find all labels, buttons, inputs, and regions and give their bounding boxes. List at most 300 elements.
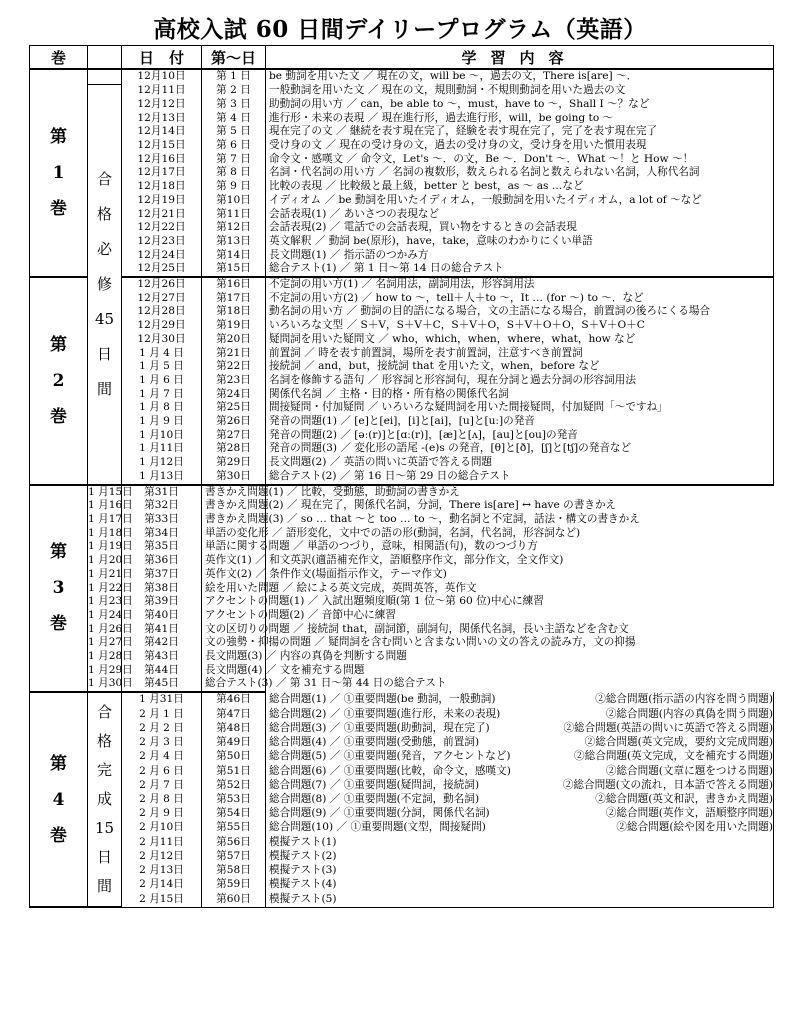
row-content: 発音の問題(2) ／ [əː(r)]と[ɑː(r)]，[æ]と[ʌ]，[au]と[ou]の発音	[266, 429, 774, 443]
row-date: 1 月24日	[88, 608, 133, 621]
table-row	[30, 499, 774, 513]
row-content: 模擬テスト(5)	[266, 892, 774, 907]
row-date: 12月17日	[122, 166, 202, 180]
header-date: 日 付	[122, 46, 202, 70]
row-day: 第35日	[122, 540, 202, 554]
row-content: 命令文・感嘆文 ／ 命令文，Let's 〜．の文，Be 〜．Don't 〜．What 〜！と How 〜！	[266, 153, 774, 167]
table-row	[30, 208, 774, 222]
table-row	[30, 692, 774, 707]
row-content: アクセントの問題(2) ／ 音節中心に練習	[202, 609, 266, 623]
row-content	[266, 764, 774, 778]
row-content: 模擬テスト(3)	[266, 864, 774, 878]
course-char: 日	[96, 344, 112, 363]
row-content: 不定詞の用い方(2) ／ how to 〜，tell＋人＋to 〜，It … (for 〜) to 〜．など	[266, 292, 774, 306]
row-content-main: 総合問題(4) ／ ①重要問題(受動態，前置詞)	[269, 736, 480, 749]
row-content-blank	[511, 765, 606, 779]
table-row	[30, 221, 774, 235]
row-content: 長文問題(2) ／ 英語の問いに英語で答える問題	[266, 456, 774, 470]
row-date: 12月13日	[122, 112, 202, 126]
row-day: 第55日	[202, 821, 266, 835]
row-content-sub: ②総合問題(英文完成，要約文完成問題)	[584, 736, 773, 749]
row-day: 第 6 日	[202, 139, 266, 153]
row-date: 1 月 9 日	[122, 415, 202, 429]
row-date: 12月28日	[122, 305, 202, 319]
row-day: 第 8 日	[202, 166, 266, 180]
volume-label-number: 3	[52, 578, 65, 599]
row-content: 書きかえ問題(2) ／ 現在完了，関係代名詞，分詞，There is[are] ↔ have の書きかえ	[202, 499, 266, 513]
course-char: 日	[96, 848, 112, 867]
row-day: 第39日	[122, 595, 202, 609]
table-row	[30, 333, 774, 347]
row-content	[266, 793, 774, 807]
row-day: 第17日	[202, 292, 266, 306]
row-content-blank	[479, 779, 563, 793]
row-date: 12月16日	[122, 153, 202, 167]
row-content: 模擬テスト(4)	[266, 878, 774, 892]
row-content-blank	[500, 708, 606, 722]
volume-label-top: 第	[50, 753, 67, 774]
row-date: 12月23日	[122, 235, 202, 249]
row-day: 第18日	[202, 305, 266, 319]
row-date: 2 月 6 日	[122, 764, 202, 778]
row-content: 発音の問題(1) ／ [e]と[ei]，[i]と[ai]，[u]と[uː]の発音	[266, 415, 774, 429]
volume-label-bottom: 巻	[50, 614, 67, 635]
row-date: 2 月12日	[122, 850, 202, 864]
course-char: 成	[96, 790, 112, 809]
row-content: 名詞・代名詞の用い方 ／ 名詞の複数形，数えられる名詞と数えられない名詞，人称代名詞	[266, 166, 774, 180]
row-content-blank	[490, 722, 564, 736]
volume-label-top: 第	[50, 127, 67, 148]
row-content: 文の区切りの問題 ／ 接続詞 that，副詞節，副詞句，関係代名詞，長い主語などを含む文	[202, 623, 266, 637]
row-day: 第23日	[202, 374, 266, 388]
row-content: 総合テスト(3) ／ 第 31 日〜第 44 日の総合テスト	[202, 677, 266, 692]
table-row	[30, 736, 774, 750]
row-content: 長文問題(3) ／ 内容の真偽を判断する問題	[202, 650, 266, 664]
course-blank	[88, 69, 122, 84]
row-content: 総合テスト(2) ／ 第 16 日〜第 29 日の総合テスト	[266, 470, 774, 485]
course-label-1	[88, 84, 122, 484]
row-date: 12月22日	[122, 221, 202, 235]
row-date: 12月18日	[122, 180, 202, 194]
row-content-main: 総合問題(3) ／ ①重要問題(助動詞，現在完了)	[269, 721, 490, 734]
row-date: 1 月13日	[122, 470, 202, 485]
table-row	[30, 125, 774, 139]
table-row	[30, 98, 774, 112]
table-row	[30, 664, 774, 678]
table-row	[30, 415, 774, 429]
row-day: 第48日	[202, 722, 266, 736]
row-content: 単語に関する問題 ／ 単語のつづり，意味，相関語(句)，数のつづり方	[202, 540, 266, 554]
row-date: 12月30日	[122, 333, 202, 347]
row-date: 1 月17日	[88, 512, 133, 525]
row-date: 1 月21日	[88, 567, 133, 580]
row-date: 1 月 4 日	[122, 347, 202, 361]
row-content	[266, 707, 774, 721]
row-date: 2 月 8 日	[122, 793, 202, 807]
header-volume: 巻	[30, 46, 88, 70]
volume-label-number: 4	[52, 789, 65, 810]
row-date: 2 月 3 日	[122, 736, 202, 750]
row-content: 模擬テスト(2)	[266, 850, 774, 864]
table-row	[30, 262, 774, 277]
table-row	[30, 677, 774, 692]
table-row	[30, 139, 774, 153]
row-day: 第13日	[202, 235, 266, 249]
row-day: 第52日	[202, 778, 266, 792]
row-content: いろいろな文型 ／ S＋V，S＋V＋C，S＋V＋O，S＋V＋O＋O，S＋V＋O＋C	[266, 319, 774, 333]
row-day: 第24日	[202, 388, 266, 402]
row-day: 第44日	[122, 664, 202, 678]
row-day: 第43日	[122, 650, 202, 664]
row-content: 長文問題(1) ／ 指示語のつかみ方	[266, 249, 774, 263]
table-row	[30, 69, 774, 84]
row-content-sub: ②総合問題(英作文，語順整序問題)	[605, 807, 773, 820]
row-day: 第56日	[202, 835, 266, 849]
row-day: 第49日	[202, 736, 266, 750]
course-label-2	[88, 692, 122, 907]
row-day: 第53日	[202, 793, 266, 807]
table-row	[30, 892, 774, 907]
row-date: 2 月 9 日	[122, 807, 202, 821]
row-content-main: 総合問題(5) ／ ①重要問題(発音，アクセントなど)	[269, 750, 511, 763]
course-char: 間	[96, 379, 112, 398]
row-day: 第10日	[202, 194, 266, 208]
row-date: 1 月20日	[88, 554, 133, 567]
row-date: 1 月31日	[122, 692, 202, 707]
table-row	[30, 807, 774, 821]
row-day: 第58日	[202, 864, 266, 878]
row-date: 1 月22日	[88, 581, 133, 594]
row-content	[266, 821, 774, 835]
row-day: 第15日	[202, 262, 266, 277]
header-content: 学習内容	[266, 46, 774, 70]
table-row	[30, 835, 774, 849]
table-row	[30, 374, 774, 388]
row-content-blank	[479, 736, 585, 750]
row-content: 間接疑問・付加疑問 ／ いろいろな疑問詞を用いた間接疑問，付加疑問「〜ですね」	[266, 401, 774, 415]
row-day: 第29日	[202, 456, 266, 470]
row-date: 2 月11日	[122, 835, 202, 849]
row-day: 第 4 日	[202, 112, 266, 126]
page-title: 高校入試 60 日間デイリープログラム（英語）	[153, 16, 647, 43]
volume-label-3	[30, 485, 88, 693]
volume-label-number: 1	[52, 163, 65, 184]
row-content-main: 総合問題(6) ／ ①重要問題(比較，命令文，感嘆文)	[269, 764, 511, 777]
table-row	[30, 568, 774, 582]
table-row	[30, 764, 774, 778]
row-date: 1 月 7 日	[122, 388, 202, 402]
row-content: 進行形・未来の表現 ／ 現在進行形，過去進行形，will，be going to 〜	[266, 112, 774, 126]
table-row	[30, 623, 774, 637]
row-content: 一般動詞を用いた文 ／ 現在の文，規則動詞・不規則動詞を用いた過去の文	[266, 84, 774, 98]
row-date: 1 月12日	[122, 456, 202, 470]
row-day: 第36日	[122, 554, 202, 568]
row-day: 第32日	[122, 499, 202, 513]
row-content	[266, 807, 774, 821]
row-day: 第21日	[202, 347, 266, 361]
row-content: 比較の表現 ／ 比較級と最上級，better と best，as 〜 as …など	[266, 180, 774, 194]
table-row	[30, 878, 774, 892]
row-date: 1 月 6 日	[122, 374, 202, 388]
row-date: 12月26日	[122, 277, 202, 292]
row-day: 第40日	[122, 609, 202, 623]
schedule-table	[29, 45, 774, 908]
row-content	[266, 692, 774, 707]
volume-label-2	[30, 277, 88, 485]
row-date: 2 月 7 日	[122, 778, 202, 792]
row-content: 不定詞の用い方(1) ／ 名詞用法，副詞用法，形容詞用法	[266, 277, 774, 292]
row-date: 12月29日	[122, 319, 202, 333]
table-row	[30, 277, 774, 292]
table-row	[30, 456, 774, 470]
row-content-blank	[490, 807, 606, 821]
row-content-main: 総合問題(2) ／ ①重要問題(進行形，未来の表現)	[269, 707, 501, 720]
table-row	[30, 864, 774, 878]
row-date: 1 月30日	[88, 677, 122, 692]
table-row	[30, 442, 774, 456]
volume-label-bottom: 巻	[50, 199, 67, 220]
table-row	[30, 319, 774, 333]
row-date: 1 月16日	[88, 499, 133, 512]
row-date: 1 月29日	[88, 663, 133, 676]
row-date: 2 月15日	[122, 892, 202, 907]
row-date: 12月11日	[122, 84, 202, 98]
table-row	[30, 850, 774, 864]
row-content-blank	[479, 793, 595, 807]
course-char: 間	[96, 877, 112, 896]
row-day: 第45日	[122, 677, 202, 692]
volume-label-number: 2	[52, 370, 65, 391]
row-date: 1 月15日	[88, 485, 133, 498]
row-day: 第20日	[202, 333, 266, 347]
row-content-sub: ②総合問題(指示語の内容を問う問題)	[595, 692, 773, 705]
row-content: 会話表現(1) ／ あいさつの表現など	[266, 208, 774, 222]
row-day: 第16日	[202, 277, 266, 292]
row-day: 第 7 日	[202, 153, 266, 167]
row-content-main: 総合問題(8) ／ ①重要問題(不定詞，動名詞)	[269, 792, 480, 805]
header-row	[30, 46, 774, 70]
row-day: 第42日	[122, 636, 202, 650]
row-date: 2 月13日	[122, 864, 202, 878]
row-day: 第28日	[202, 442, 266, 456]
row-date: 1 月26日	[88, 622, 133, 635]
row-date: 2 月 2 日	[122, 722, 202, 736]
row-date: 2 月 1 日	[122, 707, 202, 721]
row-content-sub: ②総合問題(英語の問いに英語で答える問題)	[563, 721, 773, 734]
table-row	[30, 636, 774, 650]
row-date: 1 月10日	[122, 429, 202, 443]
table-row	[30, 582, 774, 596]
table-row	[30, 527, 774, 541]
row-date: 12月12日	[122, 98, 202, 112]
row-date: 1 月 5 日	[122, 360, 202, 374]
table-row	[30, 540, 774, 554]
row-day: 第11日	[202, 208, 266, 222]
row-date: 2 月10日	[122, 821, 202, 835]
volume-label-4	[30, 692, 88, 907]
row-day: 第37日	[122, 568, 202, 582]
row-day: 第 9 日	[202, 180, 266, 194]
volume-label-1	[30, 69, 88, 277]
row-day: 第14日	[202, 249, 266, 263]
course-char: 合	[96, 169, 112, 188]
row-day: 第 5 日	[202, 125, 266, 139]
row-content: 関係代名詞 ／ 主格・目的格・所有格の関係代名詞	[266, 388, 774, 402]
table-row	[30, 401, 774, 415]
table-row	[30, 793, 774, 807]
row-date: 12月27日	[122, 292, 202, 306]
course-char: 15	[94, 819, 115, 838]
course-char: 必	[96, 239, 112, 258]
course-char: 修	[96, 274, 112, 293]
row-content: アクセントの問題(1) ／ 入試出題頻度順(第 1 位〜第 60 位)中心に練習	[202, 595, 266, 609]
row-day: 第 2 日	[202, 84, 266, 98]
row-content: 受け身の文 ／ 現在の受け身の文，過去の受け身の文，受け身を用いた慣用表現	[266, 139, 774, 153]
row-content-sub: ②総合問題(文の流れ，日本語で答える問題)	[562, 778, 773, 791]
row-content: 助動詞の用い方 ／ can，be able to 〜，must，have to 〜，Shall I 〜？など	[266, 98, 774, 112]
row-day: 第34日	[122, 527, 202, 541]
table-row	[30, 485, 774, 500]
row-content: 発音の問題(3) ／ 変化形の語尾 -(e)s の発音，[θ]と[ð]，[ʃ]と[tʃ]の発音など	[266, 442, 774, 456]
row-content: 模擬テスト(1)	[266, 835, 774, 849]
row-day: 第47日	[202, 707, 266, 721]
row-content: 総合テスト(1) ／ 第 1 日〜第 14 日の総合テスト	[266, 262, 774, 277]
row-day: 第51日	[202, 764, 266, 778]
row-day: 第12日	[202, 221, 266, 235]
row-content-blank	[511, 750, 574, 764]
row-day: 第41日	[122, 623, 202, 637]
row-content-main: 総合問題(7) ／ ①重要問題(疑問詞，接続詞)	[269, 778, 480, 791]
table-row	[30, 650, 774, 664]
row-date: 1 月18日	[88, 526, 133, 539]
table-row	[30, 513, 774, 527]
row-day: 第33日	[122, 513, 202, 527]
row-content: 名詞を修飾する語句 ／ 形容詞と形容詞句，現在分詞と過去分詞の形容詞用法	[266, 374, 774, 388]
table-row	[30, 180, 774, 194]
table-row	[30, 750, 774, 764]
row-day: 第22日	[202, 360, 266, 374]
row-date: 1 月23日	[88, 595, 133, 608]
row-day: 第38日	[122, 582, 202, 596]
table-row	[30, 609, 774, 623]
table-row	[30, 305, 774, 319]
volume-label-bottom: 巻	[50, 825, 67, 846]
table-row	[30, 249, 774, 263]
row-content	[266, 778, 774, 792]
table-row	[30, 235, 774, 249]
table-row	[30, 722, 774, 736]
row-content-sub: ②総合問題(英文和訳，書きかえ問題)	[595, 792, 773, 805]
table-row	[30, 84, 774, 98]
course-char: 格	[96, 732, 112, 751]
row-content: 書きかえ問題(3) ／ so … that 〜と too … to 〜，動名詞と不定詞，話法・構文の書きかえ	[202, 513, 266, 527]
row-content: 英作文(1) ／ 和文英訳(適語補充作文，語順整序作文，部分作文，全文作文)	[202, 554, 266, 568]
table-row	[30, 429, 774, 443]
course-char: 合	[96, 703, 112, 722]
row-day: 第46日	[202, 692, 266, 707]
row-content: be 動詞を用いた文 ／ 現在の文，will be 〜，過去の文，There is[are] 〜．	[266, 69, 774, 84]
row-date: 12月25日	[122, 262, 202, 277]
row-day: 第26日	[202, 415, 266, 429]
row-content: 現在完了の文 ／ 継続を表す現在完了，経験を表す現在完了，完了を表す現在完了	[266, 125, 774, 139]
row-day: 第27日	[202, 429, 266, 443]
row-content: 絵を用いた問題 ／ 絵による英文完成，英問英答，英作文	[202, 582, 266, 596]
table-row	[30, 347, 774, 361]
row-content: 会話表現(2) ／ 電話での会話表現，買い物をするときの会話表現	[266, 221, 774, 235]
table-row	[30, 470, 774, 485]
table-row	[30, 194, 774, 208]
table-row	[30, 554, 774, 568]
row-day: 第57日	[202, 850, 266, 864]
course-char: 45	[94, 309, 115, 328]
row-day: 第30日	[202, 470, 266, 485]
row-content-sub: ②総合問題(内容の真偽を問う問題)	[605, 707, 773, 720]
table-row	[30, 707, 774, 721]
row-content-sub: ②総合問題(英文完成，文を補充する問題)	[574, 750, 773, 763]
course-char: 完	[96, 761, 112, 780]
row-content: 疑問詞を用いた疑問文 ／ who，which，when，where，what，how など	[266, 333, 774, 347]
row-date: 12月14日	[122, 125, 202, 139]
volume-label-top: 第	[50, 542, 67, 563]
table-row	[30, 388, 774, 402]
volume-label-top: 第	[50, 334, 67, 355]
row-day: 第60日	[202, 892, 266, 907]
table-row	[30, 360, 774, 374]
row-content: 書きかえ問題(1) ／ 比較，受動態，助動詞の書きかえ	[202, 485, 266, 500]
row-content	[266, 736, 774, 750]
row-content-sub: ②総合問題(絵や図を用いた問題)	[616, 821, 773, 834]
row-day: 第50日	[202, 750, 266, 764]
row-date: 1 月27日	[88, 636, 133, 649]
table-row	[30, 595, 774, 609]
course-char: 格	[96, 204, 112, 223]
row-content	[266, 722, 774, 736]
row-date: 12月19日	[122, 194, 202, 208]
table-row	[30, 292, 774, 306]
row-content-main: 総合問題(1) ／ ①重要問題(be 動詞，一般動詞)	[269, 692, 496, 705]
header-course	[88, 46, 122, 70]
row-content: 英文解釈 ／ 動詞 be(原形)，have，take，意味のわかりにくい単語	[266, 235, 774, 249]
row-date: 2 月 4 日	[122, 750, 202, 764]
table-row	[30, 166, 774, 180]
table-row	[30, 153, 774, 167]
table-row	[30, 112, 774, 126]
row-date: 12月21日	[122, 208, 202, 222]
row-day: 第31日	[122, 485, 202, 500]
row-date: 2 月14日	[122, 878, 202, 892]
row-content-blank	[496, 693, 596, 707]
row-content: 英作文(2) ／ 条件作文(場面指示作文，テーマ作文)	[202, 568, 266, 582]
row-content: 動名詞の用い方 ／ 動詞の目的語になる場合，文の主語になる場合，前置詞の後ろにくる場合	[266, 305, 774, 319]
row-day: 第 3 日	[202, 98, 266, 112]
row-content: 接続詞 ／ and，but，接続詞 that を用いた文，when，before など	[266, 360, 774, 374]
row-content-sub: ②総合問題(文章に題をつける問題)	[605, 764, 773, 777]
row-day: 第19日	[202, 319, 266, 333]
table-row	[30, 821, 774, 835]
row-date: 12月10日	[122, 69, 202, 84]
row-content-main: 総合問題(10) ／ ①重要問題(文型，間接疑問)	[269, 821, 486, 834]
table-row	[30, 778, 774, 792]
row-date: 1 月28日	[88, 650, 133, 663]
header-day: 第〜日	[202, 46, 266, 70]
row-date: 12月15日	[122, 139, 202, 153]
row-date: 12月24日	[122, 249, 202, 263]
row-content: 単語の変化形 ／ 語形変化，文中での語の形(動詞，名詞，代名詞，形容詞など)	[202, 527, 266, 541]
row-day: 第54日	[202, 807, 266, 821]
row-content	[266, 750, 774, 764]
row-content: 前置詞 ／ 時を表す前置詞，場所を表す前置詞，注意すべき前置詞	[266, 347, 774, 361]
row-content: 文の強勢・抑揚の問題 ／ 疑問詞を含む問いと含まない問いの文の答えの読み方，文の抑揚	[202, 636, 266, 650]
